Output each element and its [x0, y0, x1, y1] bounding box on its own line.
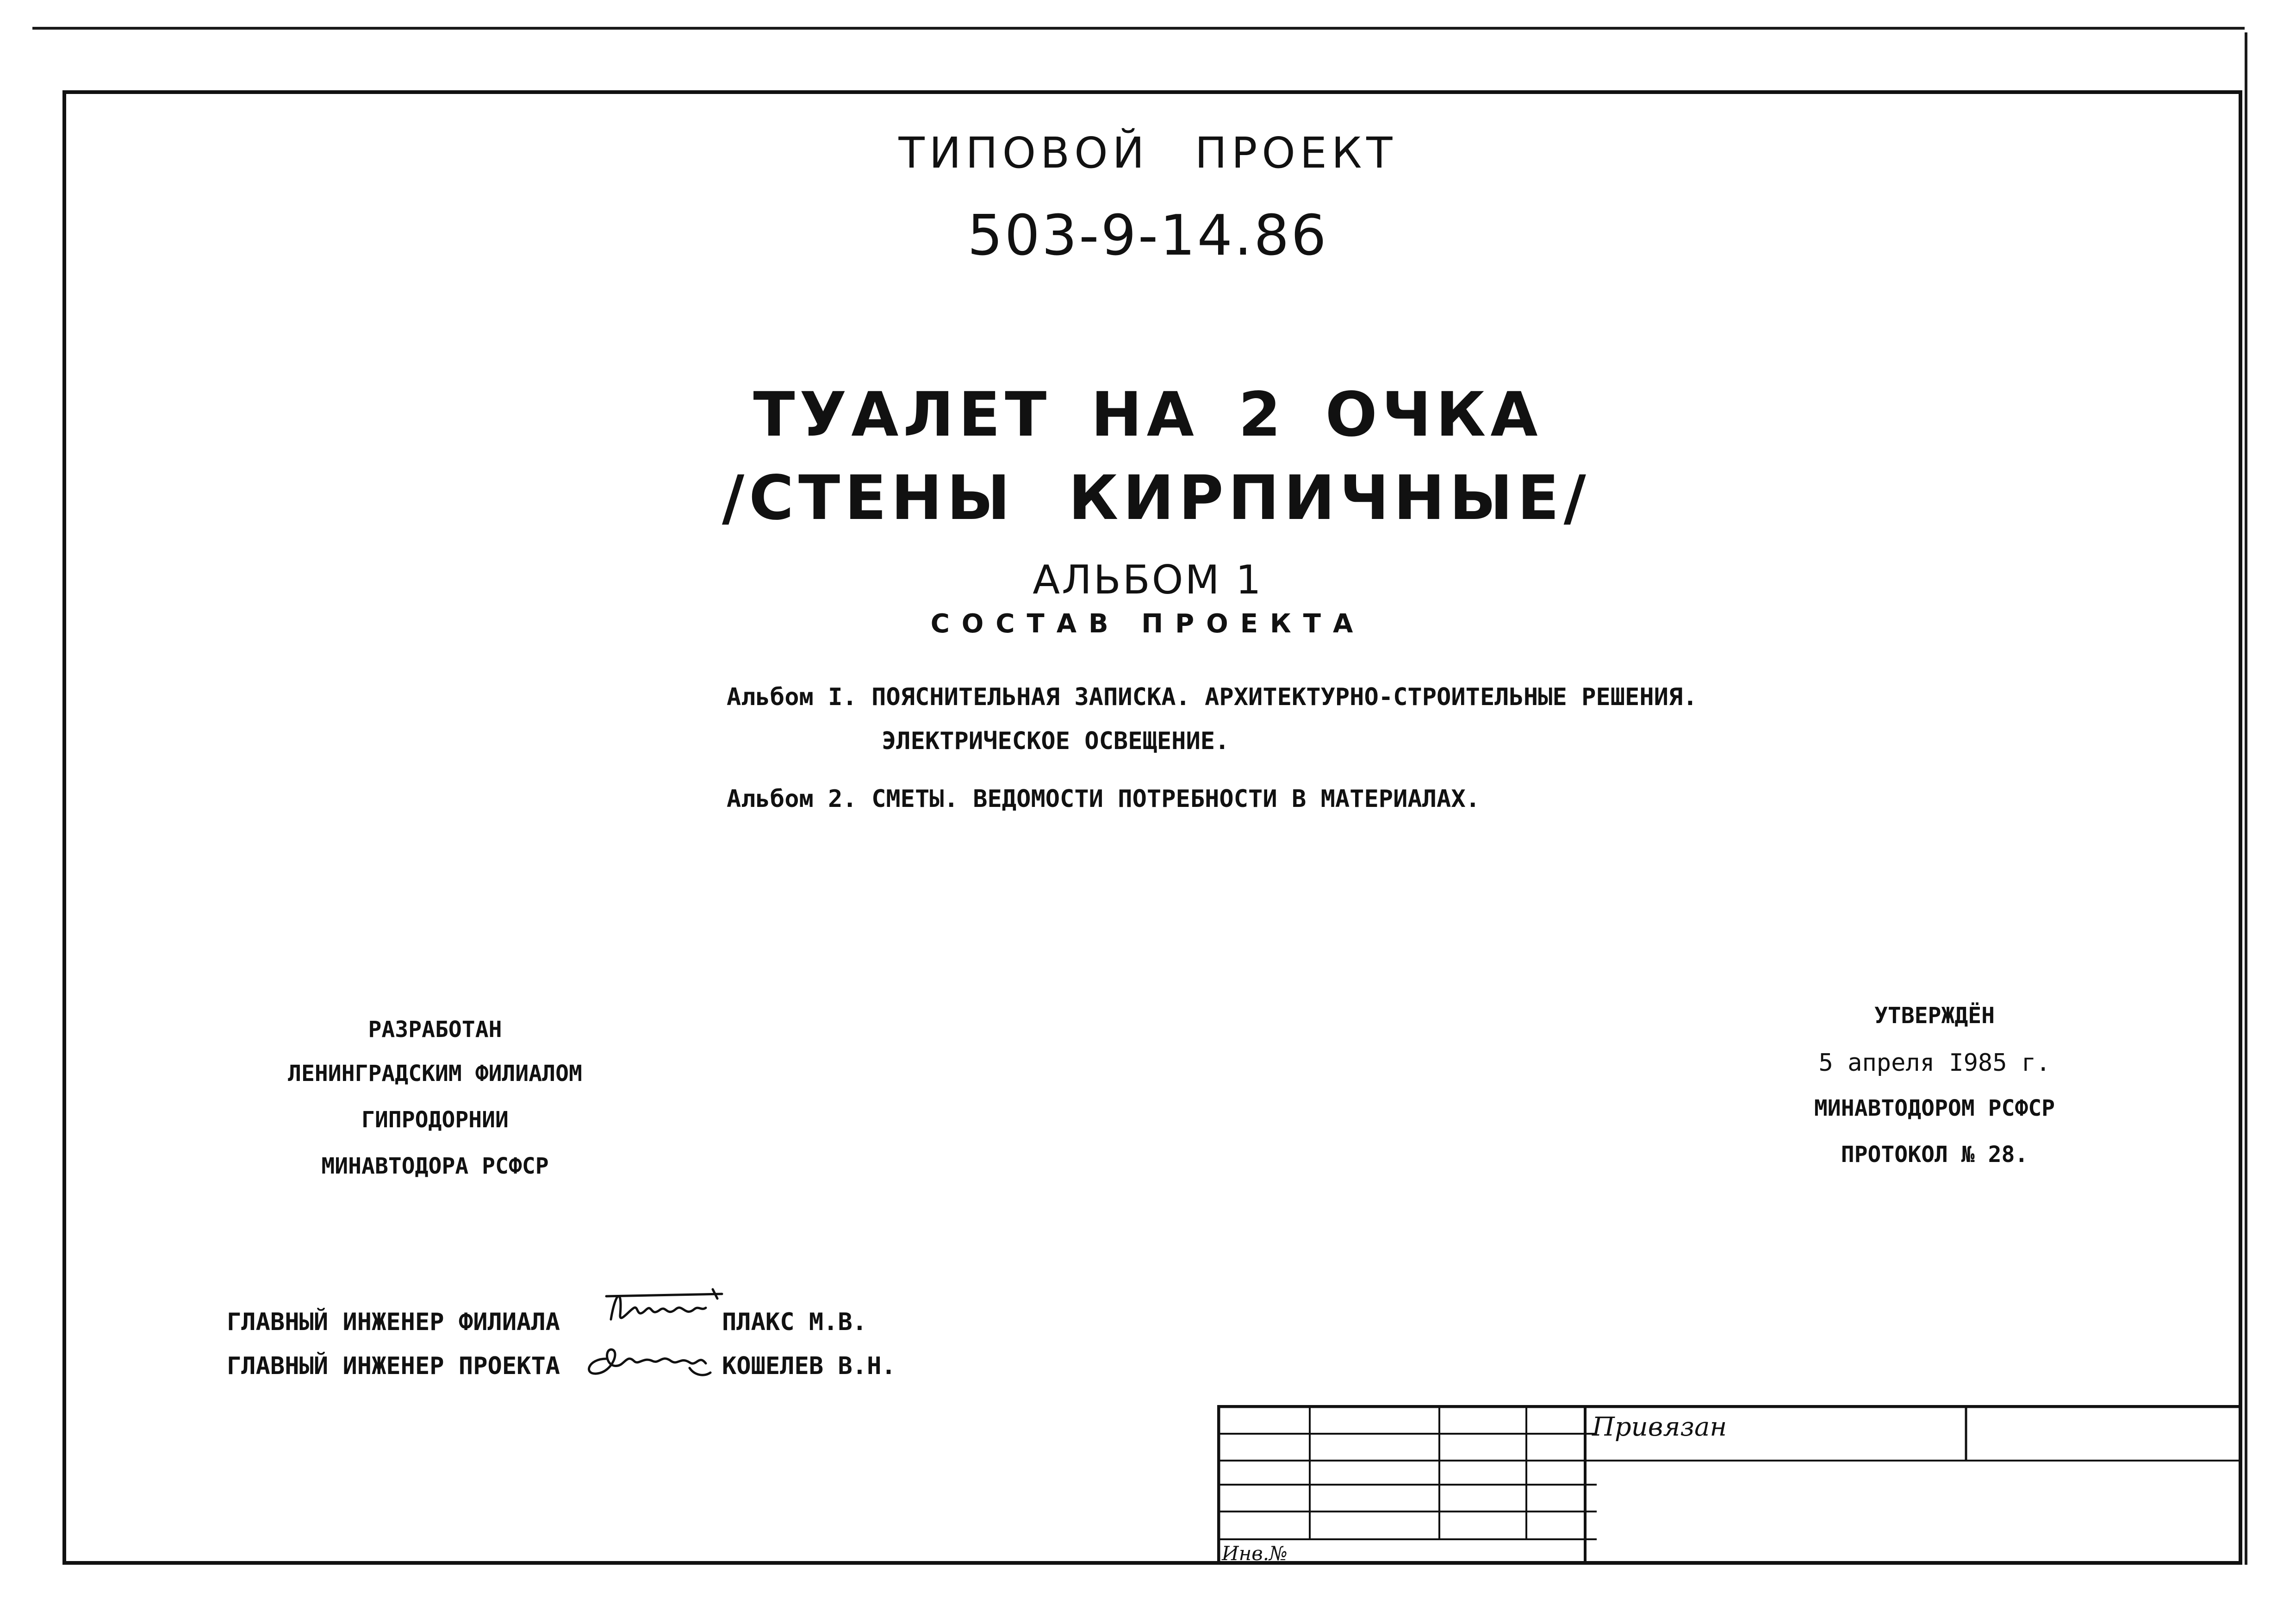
title-line-1: ТУАЛЕТ НА 2 ОЧКА [753, 379, 1543, 450]
developed-line-1: РАЗРАБОТАН [368, 1017, 502, 1043]
handwritten-signature-2 [579, 1340, 717, 1382]
handwritten-signature-1 [602, 1282, 731, 1333]
approved-line-3: МИНАВТОДОРОМ РСФСР [1814, 1095, 2055, 1121]
contents-item-1: Альбом I. ПОЯСНИТЕЛЬНАЯ ЗАПИСКА. АРХИТЕКТУРНО-СТРОИТЕЛЬНЫЕ РЕШЕНИЯ. [727, 683, 1698, 711]
top-rule [32, 27, 2245, 30]
contents-item-2: Альбом 2. СМЕТЫ. ВЕДОМОСТИ ПОТРЕБНОСТИ В МАТЕРИАЛАХ. [727, 785, 1480, 813]
album-label: АЛЬБОМ 1 [1033, 557, 1263, 603]
approved-date: 5 апреля I985 г. [1818, 1049, 2051, 1077]
developed-line-4: МИНАВТОДОРА РСФСР [321, 1153, 549, 1179]
developed-line-2: ЛЕНИНГРАДСКИМ ФИЛИАЛОМ [288, 1061, 582, 1087]
signature-name-2: КОШЕЛЕВ В.Н. [722, 1352, 896, 1380]
project-type-heading: ТИПОВОЙ ПРОЕКТ [898, 128, 1397, 178]
contents-item-1-continued: ЭЛЕКТРИЧЕСКОЕ ОСВЕЩЕНИЕ. [882, 727, 1230, 755]
signature-role-1: ГЛАВНЫЙ ИНЖЕНЕР ФИЛИАЛА [227, 1308, 560, 1336]
stamp-inventory-label: Инв.№ [1222, 1542, 1288, 1565]
sheet-frame [62, 90, 2242, 1565]
signature-name-1: ПЛАКС М.В. [722, 1308, 867, 1336]
approved-line-1: УТВЕРЖДЁН [1874, 1003, 1995, 1029]
developed-line-3: ГИПРОДОРНИИ [361, 1107, 509, 1133]
contents-heading: СОСТАВ ПРОЕКТА [930, 609, 1365, 639]
approved-protocol: ПРОТОКОЛ № 28. [1841, 1142, 2028, 1168]
stamp-bound-label: Привязан [1592, 1412, 1727, 1442]
title-line-2: /СТЕНЫ КИРПИЧНЫЕ/ [722, 462, 1591, 534]
right-rule [2245, 32, 2247, 1565]
project-code: 503-9-14.86 [967, 204, 1328, 268]
stamp-table [1217, 1405, 2242, 1565]
signature-role-2: ГЛАВНЫЙ ИНЖЕНЕР ПРОЕКТА [227, 1352, 560, 1380]
